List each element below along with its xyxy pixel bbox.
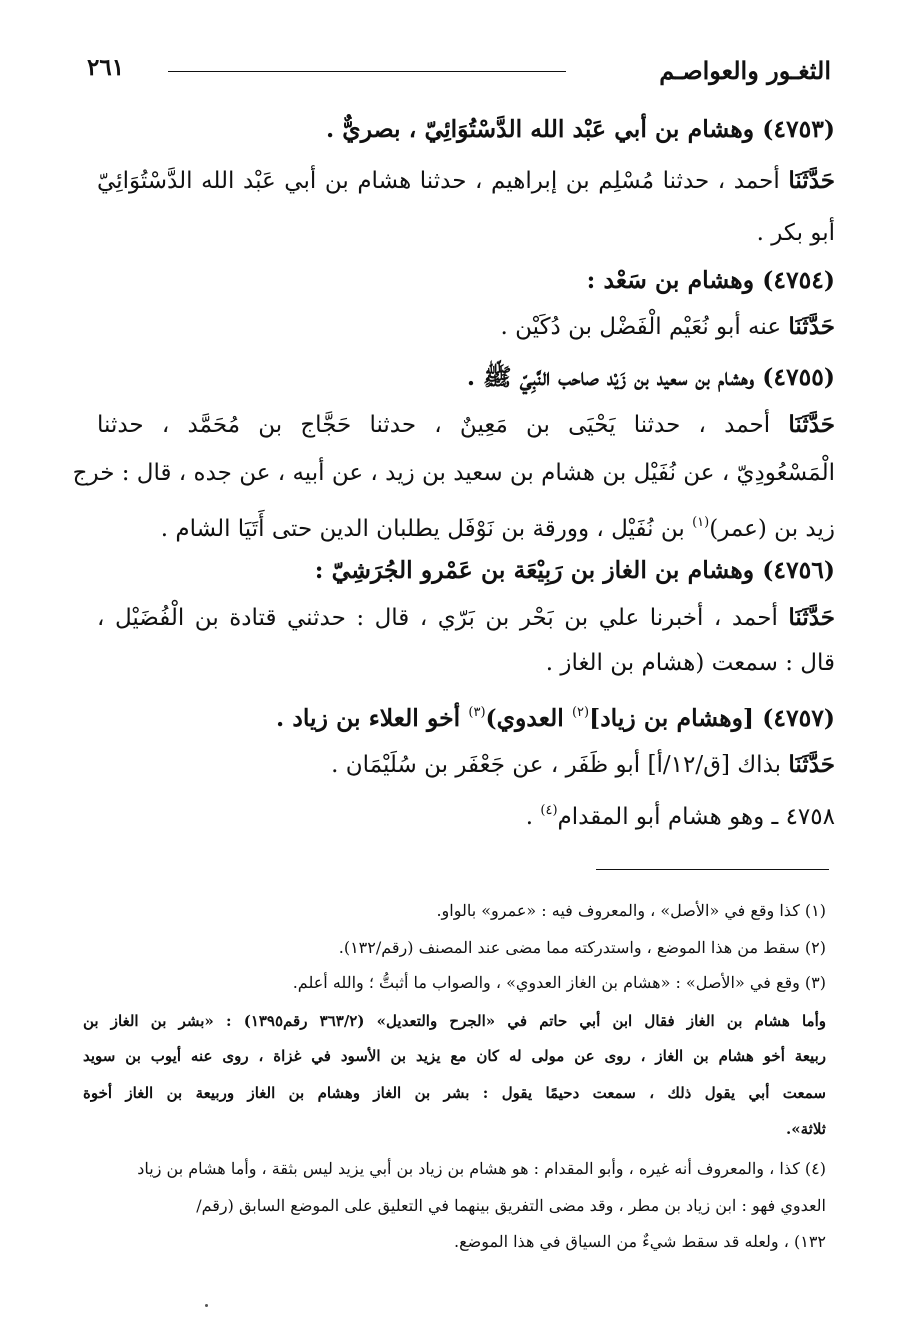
footnote-4-line: العدوي فهو : ابن زياد بن مطر ، وقد مضى التفريق بينهما في التعليق على الموضع السابق (رقم/ — [196, 1196, 826, 1215]
entry-text-line — [161, 506, 835, 546]
entry-title: أخو العلاء بن زياد . — [276, 704, 461, 732]
hadith-keyword: حَدَّثَنَا — [788, 313, 835, 340]
footnote-4: (٤) كذا ، والمعروف أنه غيره ، وأبو المقدام : هو هشام بن زياد بن أبي يزيد ليس بثقة ، وأما هشام بن زياد — [137, 1159, 826, 1178]
entry-text: زيد بن (عمر) — [709, 516, 835, 542]
entry-text: عنه أبو نُعَيْم الْفَضْل بن دُكَيْن . — [500, 314, 782, 340]
footnote-2: (٢) سقط من هذا الموضع ، واستدركته مما مضى عند المصنف (رقم/١٣٢). — [338, 938, 826, 957]
page-number: ٢٦١ — [87, 54, 125, 81]
footnote-3: (٣) وقع في «الأصل» : «هشام بن الغاز العدوي» ، والصواب ما أثبتُّ ؛ والله أعلم. — [292, 973, 826, 992]
entry-heading — [587, 263, 835, 297]
entry-text-line — [97, 601, 835, 635]
footnote-3-line: سمعت أبي يقول ذلك ، سمعت دحيمًا يقول : بشر بن الغاز وهشام بن الغاز وربيعة بن الغاز أخوة — [83, 1084, 826, 1102]
footnote-3-line: ربيعة أخو هشام بن الغاز ، روى عن مولى له كان مع يزيد بن الأسود في غزاة ، روى عنه أيوب بن سويد — [83, 1047, 826, 1065]
entry-title: وهشام بن سَعْد : — [586, 266, 755, 294]
entry-text: بن نُفَيْل ، وورقة بن نَوْفَل يطلبان الدين حتى أَتَيَا الشام . — [160, 516, 685, 542]
entry-text-line — [331, 748, 835, 782]
entry-text: . — [525, 804, 534, 830]
entry-number: (٤٧٥٧) — [762, 704, 835, 732]
footnote-3-line: وأما هشام بن الغاز فقال ابن أبي حاتم في «الجرح والتعديل» (٣٦٣/٢ رقم١٣٩٥) : «بشر بن الغاز بن — [83, 1012, 826, 1030]
footnote-1: (١) كذا وقع في «الأصل» ، والمعروف فيه : «عمرو» بالواو. — [436, 901, 826, 920]
entry-title: وهشام بن الغاز بن رَبِيْعَة بن عَمْرو الجُرَشِيّ : — [314, 556, 755, 584]
entry-number: ٤٧٥٨ ـ — [771, 804, 835, 830]
hadith-keyword: حَدَّثَنَا — [788, 751, 835, 778]
footnote-ref[interactable]: (٢) — [571, 705, 590, 720]
scan-speck — [205, 1304, 208, 1307]
header-rule — [168, 71, 566, 72]
entry-title: [وهشام بن زياد] — [589, 704, 755, 732]
entry-text-line — [526, 794, 835, 834]
entry-text: أحمد ، أخبرنا علي بن بَحْر بن بَرّي ، قال : حدثني قتادة بن الْفُضَيْل ، — [97, 605, 778, 631]
footnote-3-line: ثلاثة». — [786, 1120, 826, 1138]
entry-text: أحمد ، حدثنا يَحْيَى بن مَعِينٌ ، حدثنا حَجَّاج بن مُحَمَّد ، حدثنا — [97, 412, 771, 438]
entry-heading — [326, 112, 835, 146]
entry-text-line: أبو بكر . — [756, 220, 835, 246]
entry-heading — [467, 360, 835, 394]
hadith-keyword: حَدَّثَنَا — [788, 411, 836, 438]
entry-number: (٤٧٥٣) — [762, 115, 835, 143]
entry-title: وهشام بن سعيد بن زَيْد صاحب النَّبِيّ ﷺ . — [466, 363, 755, 391]
footnote-separator — [596, 869, 829, 870]
entry-text: أحمد ، حدثنا مُسْلِم بن إبراهيم ، حدثنا هشام بن أبي عَبْد الله الدَّسْتُوَائِيّ — [97, 168, 780, 194]
entry-text-line: الْمَسْعُودِيّ ، عن نُفَيْل بن هشام بن سعيد بن زيد ، عن أبيه ، عن جده ، قال : خرج — [72, 460, 835, 486]
entry-title: وهشام بن أبي عَبْد الله الدَّسْتُوَائِيّ ، بصريٌّ . — [325, 115, 755, 143]
entry-text-line: قال : سمعت (هشام بن الغاز . — [545, 650, 835, 676]
entry-text: وهو هشام أبو المقدام — [557, 804, 765, 830]
entry-number: (٤٧٥٦) — [762, 556, 835, 584]
entry-heading — [276, 696, 835, 735]
footnote-4-line: ١٣٢) ، ولعله قد سقط شيءٌ من السياق في هذا الموضع. — [454, 1232, 826, 1251]
hadith-keyword: حَدَّثَنَا — [788, 604, 836, 631]
entry-text-line — [97, 164, 835, 198]
footnote-ref[interactable]: (١) — [692, 515, 710, 530]
running-header-title: الثغـور والعواصـم — [659, 56, 831, 85]
entry-text-line — [501, 310, 836, 344]
hadith-keyword: حَدَّثَنَا — [788, 167, 835, 194]
footnote-ref[interactable]: (٤) — [540, 803, 558, 818]
entry-text: بذاك [ق/١٢/أ] أبو ظَفَر ، عن جَعْفَر بن سُلَيْمَان . — [331, 752, 782, 778]
footnote-ref[interactable]: (٣) — [468, 705, 486, 720]
entry-number: (٤٧٥٥) — [762, 363, 835, 391]
entry-text-line — [97, 408, 835, 442]
entry-title: العدوي) — [485, 704, 564, 732]
entry-number: (٤٧٥٤) — [762, 266, 835, 294]
entry-heading — [315, 553, 835, 587]
